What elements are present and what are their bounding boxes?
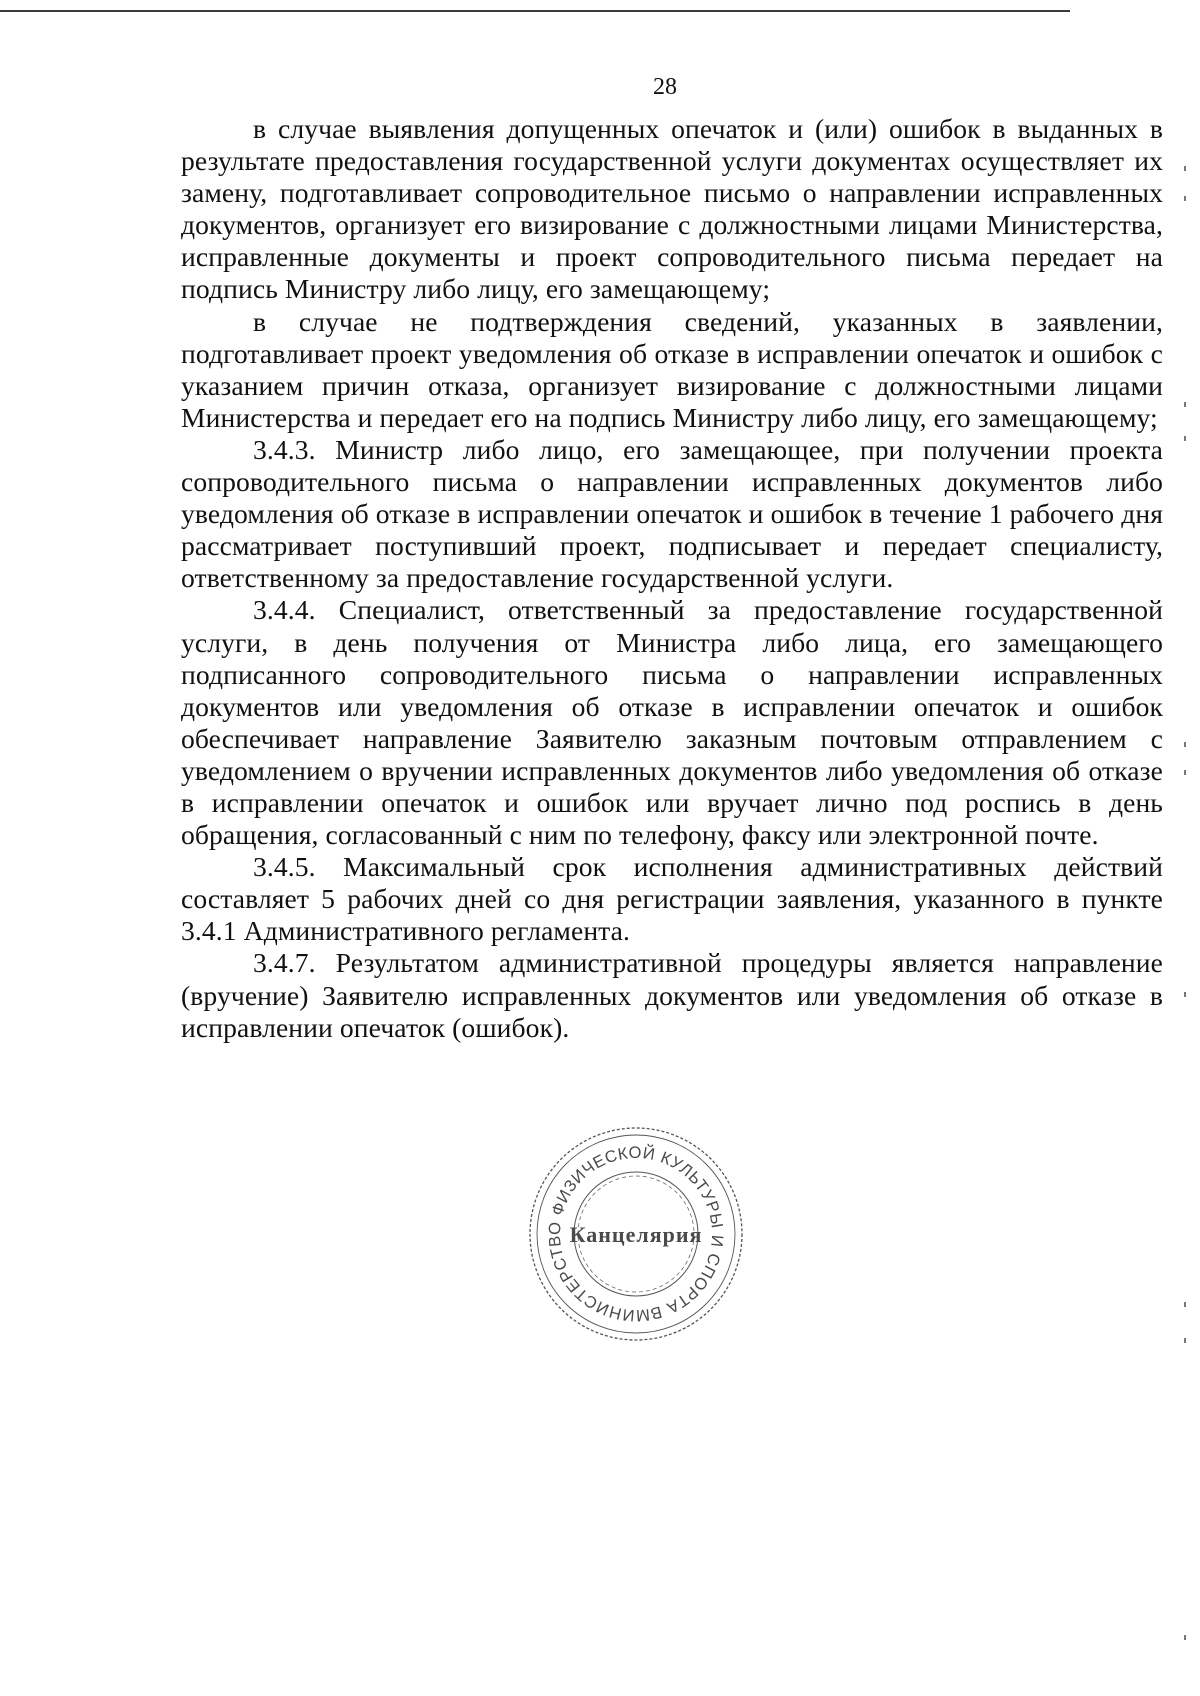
paragraph-errors-found: в случае выявления допущенных опечаток и (или) ошибок в выданных в результате предоставления государственной услуги документах осуществляет их замену, подготавливает сопроводительное письмо о направлении исправленных документов, организует его визирование с должностными лицами Министерства, исправленные документы и проект сопроводительного письма передает на подпись Министру либо лицу, его замещающему; [181,113,1163,305]
stamp-center-text: Канцелярия [569,1222,703,1247]
scan-edge-marks [1180,0,1200,1696]
paragraph-3-4-7: 3.4.7. Результатом административной процедуры является направление (вручение) Заявителю исправленных документов или уведомления об отказе в исправлении опечаток (ошибок). [181,947,1163,1043]
scan-border-line [0,10,1070,12]
stamp-ring-text: МИНИСТЕРСТВО ФИЗИЧЕСКОЙ КУЛЬТУРЫ И СПОРТА ВЛАДИМИРСКОЙ [545,1143,727,1325]
paragraph-3-4-4: 3.4.4. Специалист, ответственный за предоставление государственной услуги, в день получения от Министра либо лица, его замещающего подписанного сопроводительного письма о направлении исправленных документов или уведомления об отказе в исправлении опечаток и ошибок обеспечивает направление Заявителю заказным почтовым отправлением с уведомлением о вручении исправленных документов либо уведомления об отказе в исправлении опечаток и ошибок или вручает лично под роспись в день обращения, согласованный с ним по телефону, факсу или электронной почте. [181,594,1163,851]
paragraph-not-confirmed: в случае не подтверждения сведений, указанных в заявлении, подготавливает проект уведомления об отказе в исправлении опечаток и ошибок с указанием причин отказа, организует визирование с должностными лицами Министерства и передает его на подпись Министру либо лицу, его замещающему; [181,305,1163,433]
page-number: 28 [653,74,677,100]
paragraph-3-4-5: 3.4.5. Максимальный срок исполнения административных действий составляет 5 рабочих дней со дня регистрации заявления, указанного в пункте 3.4.1 Административного регламента. [181,851,1163,947]
document-body [181,113,1163,1044]
office-stamp [522,1120,750,1348]
paragraph-3-4-3: 3.4.3. Министр либо лицо, его замещающее, при получении проекта сопроводительного письма о направлении исправленных документов либо уведомления об отказе в исправлении опечаток и ошибок в течение 1 рабочего дня рассматривает поступивший проект, подписывает и передает специалисту, ответственному за предоставление государственной услуги. [181,433,1163,594]
